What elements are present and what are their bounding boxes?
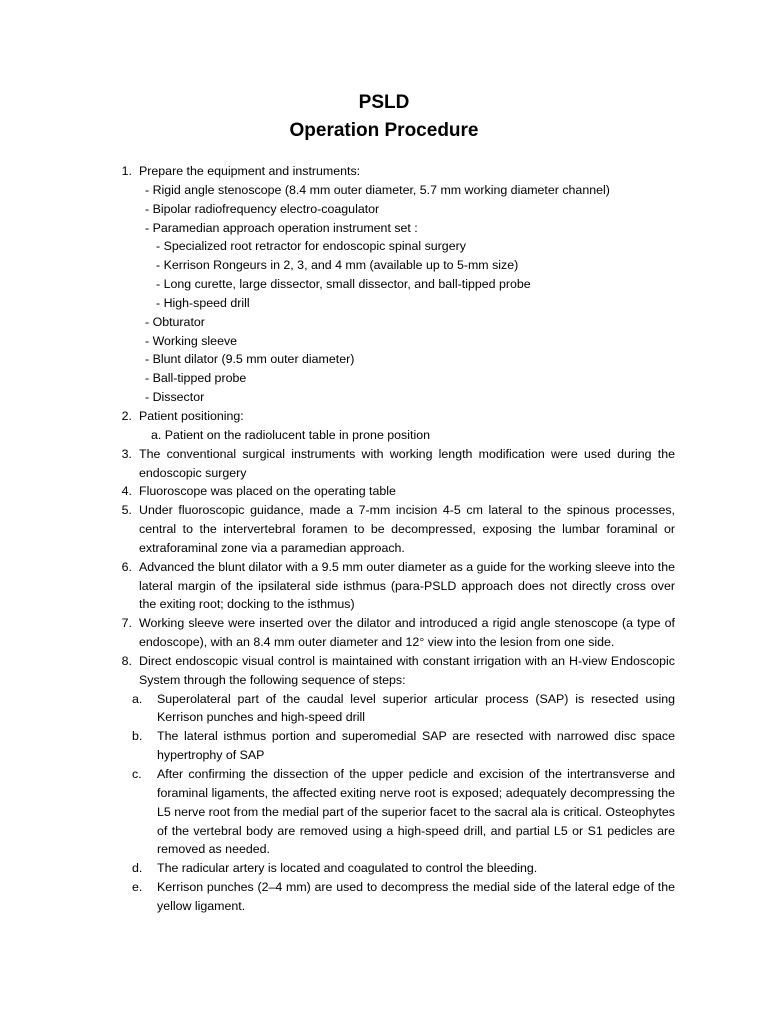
step-5 — [110, 501, 675, 558]
step-text: Working sleeve were inserted over the dilator and introduced a rigid angle stenoscope (a type of endoscope), with an 8.4 mm outer diameter and 12° view into the lesion from one side. — [139, 616, 675, 650]
step-number: 1. — [121, 164, 132, 178]
sub-step-text: Superolateral part of the caudal level superior articular process (SAP) is resected using Kerrison punches and high-speed drill — [157, 691, 675, 725]
sub-step-letter: d. — [132, 861, 143, 876]
step-8 — [110, 652, 675, 690]
sub-step-letter: e. — [132, 880, 143, 895]
step-number: 3. — [121, 446, 132, 461]
step-1 — [110, 162, 675, 407]
sub-step-c — [110, 765, 675, 859]
sub-step-a — [110, 690, 675, 728]
sub-step-text: Kerrison punches (2–4 mm) are used to decompress the medial side of the lateral edge of the yellow ligament. — [157, 880, 675, 913]
step-text: Patient positioning: — [139, 408, 244, 423]
instrument-set-item: - Long curette, large dissector, small dissector, and ball-tipped probe — [156, 277, 531, 292]
step-text: The conventional surgical instruments with working length modification were used during the endoscopic surgery — [139, 446, 675, 480]
step-text: Fluoroscope was placed on the operating table — [139, 484, 396, 499]
positioning-item: a. Patient on the radiolucent table in prone position — [151, 427, 430, 442]
step-text: Under fluoroscopic guidance, made a 7-mm incision 4-5 cm lateral to the spinous processes, central to the intervertebral foramen to be decompressed, exposing the lumbar foraminal or extraforaminal zone via a paramedian approach. — [139, 503, 675, 555]
step-number: 6. — [121, 559, 132, 574]
sub-step-d — [110, 859, 675, 878]
equipment-item: - Working sleeve — [145, 333, 238, 348]
document-subtitle: Operation Procedure — [289, 120, 479, 141]
sub-step-letter: c. — [132, 767, 142, 781]
step-text: Advanced the blunt dilator with a 9.5 mm outer diameter as a guide for the working sleeve into the lateral margin of the ipsilateral side isthmus (para-PSLD approach does not directly cross over the exiting root; docking to the isthmus) — [139, 559, 675, 612]
equipment-item: - Obturator — [145, 314, 205, 329]
step-text: Prepare the equipment and instruments: — [139, 164, 361, 178]
procedure-list — [110, 162, 675, 916]
step-3 — [110, 445, 675, 483]
sub-step-e — [110, 878, 675, 916]
equipment-item: - Paramedian approach operation instrument set : — [145, 220, 418, 235]
step-number: 2. — [121, 408, 132, 423]
sub-step-letter: b. — [132, 729, 143, 744]
step-text: Direct endoscopic visual control is maintained with constant irrigation with an H-view Endoscopic System through the following sequence of steps: — [139, 653, 675, 687]
step-number: 4. — [121, 484, 132, 499]
sub-step-text: The lateral isthmus portion and superomedial SAP are resected with narrowed disc space hypertrophy of SAP — [157, 729, 675, 763]
step-number: 8. — [121, 653, 132, 668]
instrument-set-item: - Specialized root retractor for endoscopic spinal surgery — [156, 239, 466, 254]
equipment-item: - Bipolar radiofrequency electro-coagulator — [145, 201, 380, 216]
instrument-set-item: - High-speed drill — [156, 295, 250, 310]
equipment-item: - Rigid angle stenoscope (8.4 mm outer diameter, 5.7 mm working diameter channel) — [145, 182, 610, 197]
sub-step-text: The radicular artery is located and coagulated to control the bleeding. — [157, 861, 538, 876]
step-2 — [110, 407, 675, 445]
step-number: 7. — [121, 616, 132, 631]
step-6 — [110, 558, 675, 615]
instrument-set-item: - Kerrison Rongeurs in 2, 3, and 4 mm (available up to 5-mm size) — [156, 258, 519, 273]
sub-step-b — [110, 727, 675, 765]
sub-step-text: After confirming the dissection of the upper pedicle and excision of the intertransverse and foraminal ligaments, the affected exiting nerve root is exposed; adequately decompressing the L5 nerve root from the medial part of the superior facet to the sacral ala is critical. Osteophytes of the vertebral body are removed using a high-speed drill, and partial L5 or S1 pedicles are removed as needed. — [157, 767, 675, 857]
equipment-item: - Dissector — [145, 390, 205, 405]
sub-step-letter: a. — [132, 691, 143, 706]
equipment-item: - Ball-tipped probe — [145, 371, 247, 386]
step-7 — [110, 614, 675, 652]
title-block — [0, 89, 768, 145]
document-title: PSLD — [358, 92, 410, 113]
step-number: 5. — [121, 503, 132, 518]
step-4 — [110, 482, 675, 501]
equipment-item: - Blunt dilator (9.5 mm outer diameter) — [145, 352, 355, 367]
